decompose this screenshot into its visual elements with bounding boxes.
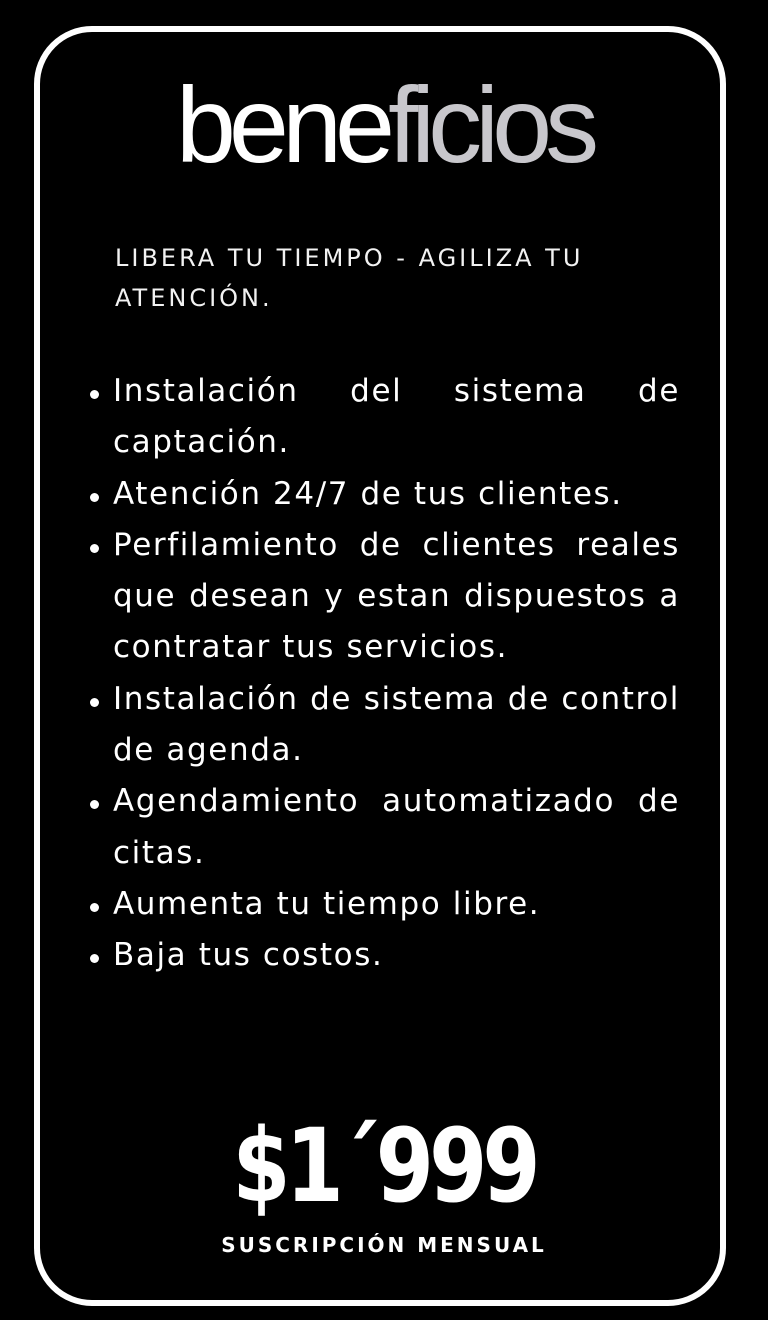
benefit-text: Aumenta tu tiempo libre. xyxy=(113,885,541,922)
price-label: SUSCRIPCIÓN MENSUAL xyxy=(221,1233,547,1257)
benefits-list xyxy=(86,366,680,982)
benefit-item xyxy=(86,520,680,674)
subtitle: LIBERA TU TIEMPO - AGILIZA TU ATENCIÓN. xyxy=(115,244,584,312)
page-title xyxy=(0,64,768,185)
bullet-icon xyxy=(90,493,99,502)
benefit-text: Agendamiento automatizado de citas. xyxy=(113,783,680,871)
bullet-icon xyxy=(90,903,99,912)
bullet-icon xyxy=(90,544,99,553)
bullet-icon xyxy=(90,698,99,707)
benefit-item xyxy=(86,469,680,520)
benefit-item xyxy=(86,930,680,981)
bullet-icon xyxy=(90,954,99,963)
benefit-text: Atención 24/7 de tus clientes. xyxy=(113,475,623,512)
benefit-text: Instalación del sistema de captación. xyxy=(113,373,680,461)
title-part-bene: bene xyxy=(175,64,389,185)
benefit-text: Instalación de sistema de control de agenda. xyxy=(113,680,680,769)
bullet-icon xyxy=(90,390,99,399)
benefit-item xyxy=(86,674,680,777)
title-part-ficios: ficios xyxy=(388,64,593,185)
price-amount: $1´999 xyxy=(232,1107,536,1226)
benefit-text: Baja tus costos. xyxy=(113,937,384,974)
benefit-item xyxy=(86,366,680,469)
bullet-icon xyxy=(90,800,99,809)
benefit-item xyxy=(86,879,680,930)
benefit-text: Perfilamiento de clientes reales que desean y estan dispuestos a contratar tus servicios. xyxy=(113,526,680,666)
benefit-item xyxy=(86,776,680,879)
